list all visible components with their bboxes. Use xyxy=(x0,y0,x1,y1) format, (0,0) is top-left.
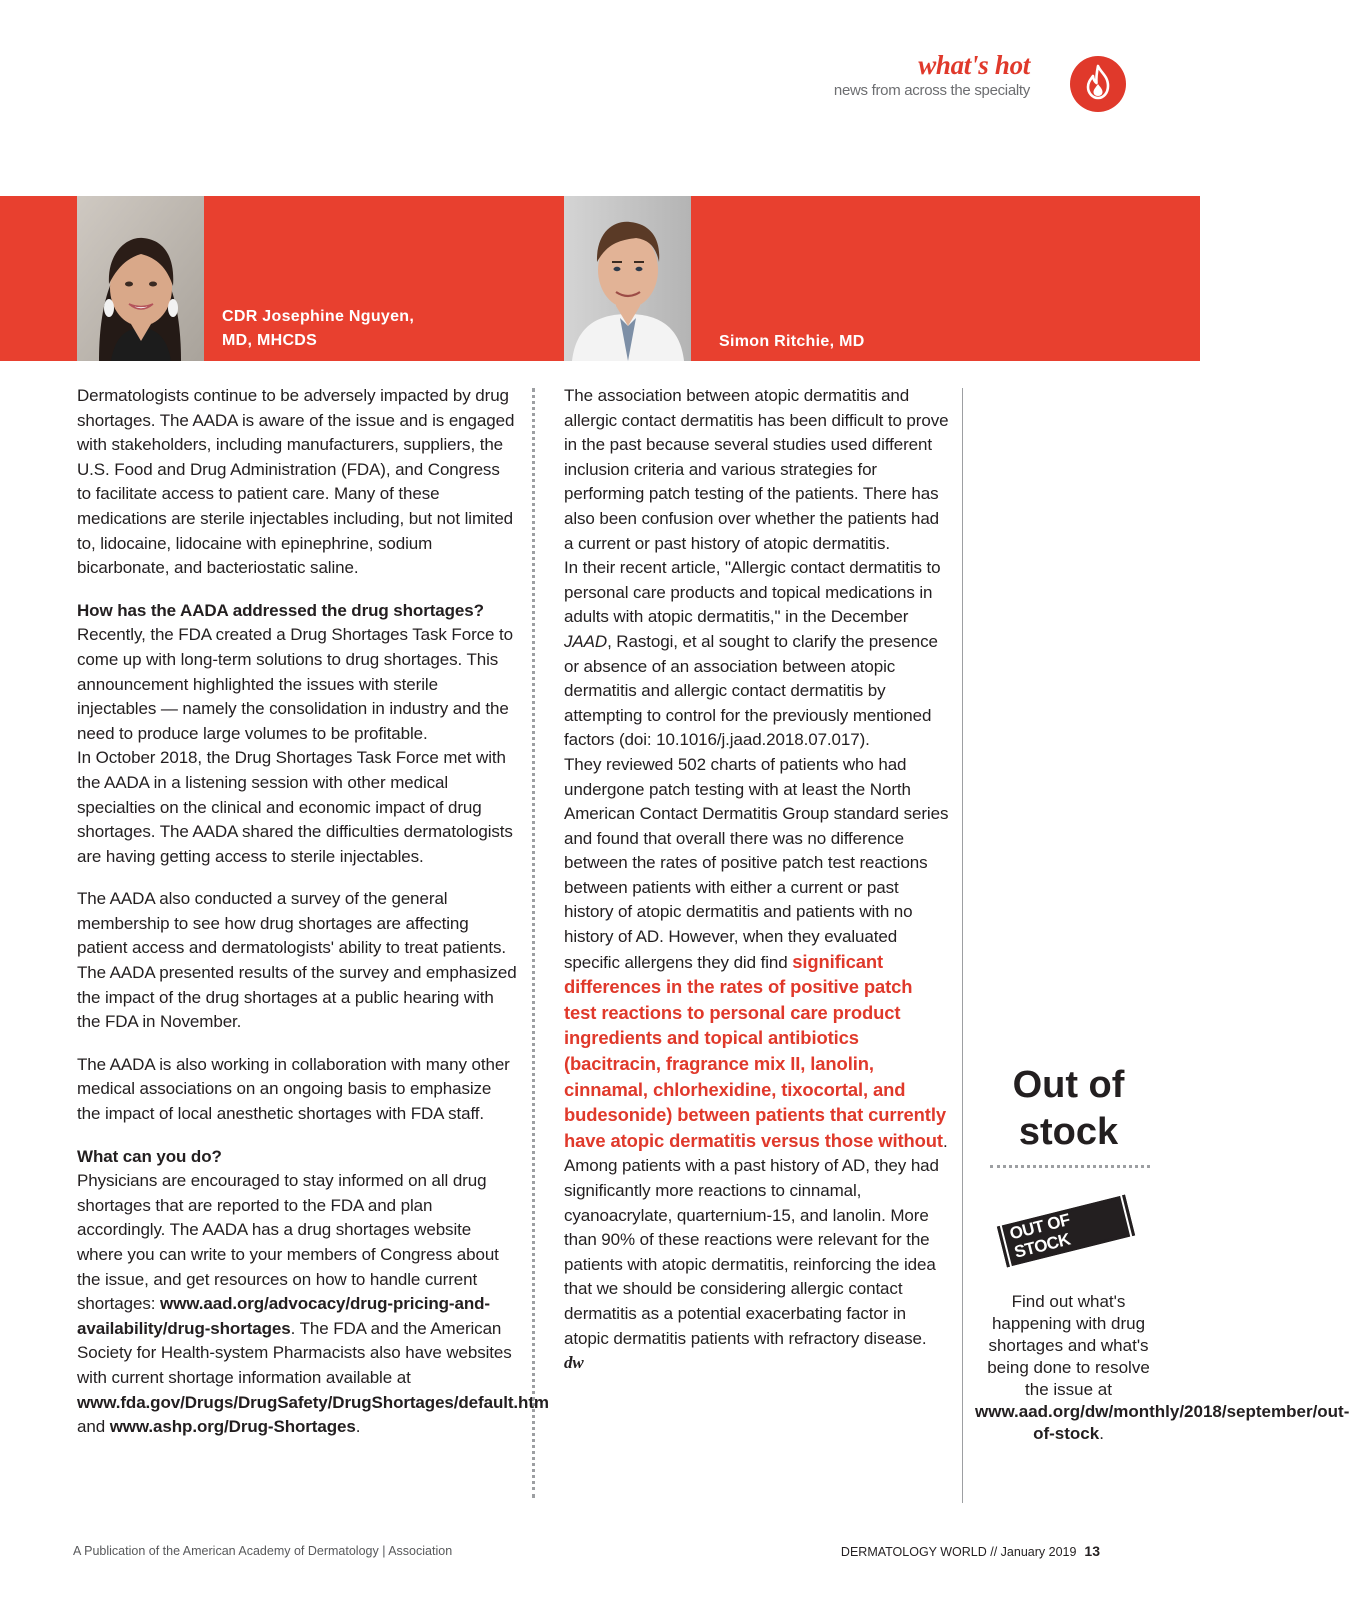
paragraph-text: Physicians are encouraged to stay informed on all drug shortages that are reported to the FDA and plan accordingly. The AADA has a drug shortages website where you can write to your members of Congress about the issue, and get resources on how to handle current shortages: xyxy=(77,1171,499,1314)
paragraph xyxy=(564,556,949,753)
highlighted-finding: significant differences in the rates of positive patch test reactions to personal care product ingredients and topical antibiotics (bacitracin, fragrance mix II, lanolin, cinnamal, chlorhexidine, tixocortal, and budesonide) between patients that currently have atopic dermatitis versus those without xyxy=(564,950,946,1151)
out-of-stock-stamp xyxy=(997,1195,1135,1268)
sidebar-end: . xyxy=(1099,1424,1104,1443)
author-photo-ritchie xyxy=(564,196,691,361)
column-divider-dotted xyxy=(532,388,535,1498)
article-column-ritchie xyxy=(564,384,949,1376)
section-header xyxy=(834,52,1030,99)
paragraph: The AADA is also working in collaboration with many other medical associations on an ongoing basis to emphasize the impact of local anesthetic shortages with FDA staff. xyxy=(77,1054,510,1124)
link-out-of-stock[interactable]: www.aad.org/dw/monthly/2018/september/out-of-stock xyxy=(975,1402,1349,1443)
paragraph-text: . The FDA and the American Society for Health-system Pharmacists also have websites with current shortage information available at xyxy=(77,1318,512,1387)
page-number: 13 xyxy=(1084,1543,1100,1559)
sidebar-dotted-rule xyxy=(990,1165,1150,1168)
footer-issue xyxy=(841,1543,1100,1559)
sidebar-text xyxy=(975,1291,1349,1445)
paragraph-text: They reviewed 502 charts of patients who had undergone patch testing with at least the North American Contact Dermatitis Group standard series and found that overall there was no difference between the rates of positive patch test reactions between patients with either a current or past history of atopic dermatitis and patients with no history of AD. However, when they evaluated specific allergens they did find xyxy=(564,754,949,972)
paragraph: Dermatologists continue to be adversely impacted by drug shortages. The AADA is aware of the issue and is engaged with stakeholders, including manufacturers, suppliers, the U.S. Food and Drug Administration (FDA), and Congress to facilitate access to patient care. Many of these medications are sterile injectables including, but not limited to, lidocaine, lidocaine with epinephrine, sodium bicarbonate, and bacteriostatic saline. xyxy=(77,386,515,578)
author-name-line2: MD, MHCDS xyxy=(222,332,318,349)
footer-publication: A Publication of the American Academy of Dermatology | Association xyxy=(73,1544,453,1558)
paragraph-text: In their recent article, "Allergic contact dermatitis to personal care products and topical medications in adults with atopic dermatitis," in the December xyxy=(564,558,941,627)
paragraph xyxy=(564,1154,949,1375)
stamp-label: OUT OF STOCK xyxy=(999,1194,1132,1269)
paragraph-text: . xyxy=(355,1417,361,1437)
author-photo-nguyen xyxy=(77,196,204,361)
flame-icon xyxy=(1070,56,1126,112)
paragraph: The association between atopic dermatitis and allergic contact dermatitis has been difficult to prove in the past because several studies used different inclusion criteria and various strategies for performing patch testing of the patients. There has also been confusion over whether the patients had a current or past history of atopic dermatitis. xyxy=(564,386,949,553)
link-aad-drug-shortages[interactable]: www.aad.org/advocacy/drug-pricing-and-availability/drug-shortages xyxy=(77,1294,490,1338)
footer-magazine: DERMATOLOGY WORLD // January 2019 xyxy=(840,1545,1077,1559)
question-heading: How has the AADA addressed the drug shortages? xyxy=(77,600,484,620)
sidebar-divider xyxy=(962,388,963,1503)
author-name-ritchie: Simon Ritchie, MD xyxy=(719,333,865,350)
paragraph-text: Recently, the FDA created a Drug Shortages Task Force to come up with long-term solutions to drug shortages. This announcement highlighted the issues with sterile injectables — namely the consolidation in industry and the need to produce large volumes to be profitable. xyxy=(77,625,513,743)
author-name-line1: CDR Josephine Nguyen, xyxy=(222,308,415,325)
paragraph-text: Among patients with a past history of AD, they had significantly more reactions to cinnamal, cyanoacrylate, quarternium-15, and lanolin. More than 90% of these reactions were relevant for the patients with atopic dermatitis, reinforcing the idea that we should be considering allergic contact dermatitis as a potential exacerbating factor in atopic dermatitis patients with refractory disease. xyxy=(564,1156,939,1348)
paragraph-text: . xyxy=(942,1131,948,1151)
link-ashp-drug-shortages[interactable]: www.ashp.org/Drug-Shortages xyxy=(109,1417,356,1437)
paragraph xyxy=(77,1145,549,1440)
end-sign: dw xyxy=(564,1353,584,1373)
article-column-nguyen xyxy=(77,384,549,1458)
paragraph-text: , Rastogi, et al sought to clarify the presence or absence of an association between atopic dermatitis and allergic contact dermatitis by attempting to control for the previously mentioned factors (doi: 10.1016/j.jaad.2018.07.017). xyxy=(564,631,938,750)
section-title: what's hot xyxy=(918,50,1030,80)
paragraph xyxy=(77,599,517,870)
journal-name: JAAD xyxy=(564,631,608,651)
link-fda-drug-shortages[interactable]: www.fda.gov/Drugs/DrugSafety/DrugShortages/default.htm xyxy=(77,1392,549,1412)
sidebar-body: Find out what's happening with drug shortages and what's being done to resolve the issue at xyxy=(987,1292,1150,1399)
paragraph: The AADA also conducted a survey of the general membership to see how drug shortages are affecting patient access and dermatologists' ability to treat patients. The AADA presented results of the survey and emphasized the impact of the drug shortages at a public hearing with the FDA in November. xyxy=(77,889,517,1032)
question-heading: What can you do? xyxy=(77,1146,222,1166)
author-name-nguyen xyxy=(222,305,414,353)
paragraph-text: In October 2018, the Drug Shortages Task Force met with the AADA in a listening session with other medical specialties on the clinical and economic impact of drug shortages. The AADA shared the difficulties dermatologists are having getting access to sterile injectables. xyxy=(77,748,513,866)
paragraph-text: and xyxy=(77,1417,110,1437)
sidebar-title: Out of stock xyxy=(1012,1064,1125,1153)
section-subtitle: news from across the specialty xyxy=(833,82,1030,99)
paragraph xyxy=(564,753,949,1155)
